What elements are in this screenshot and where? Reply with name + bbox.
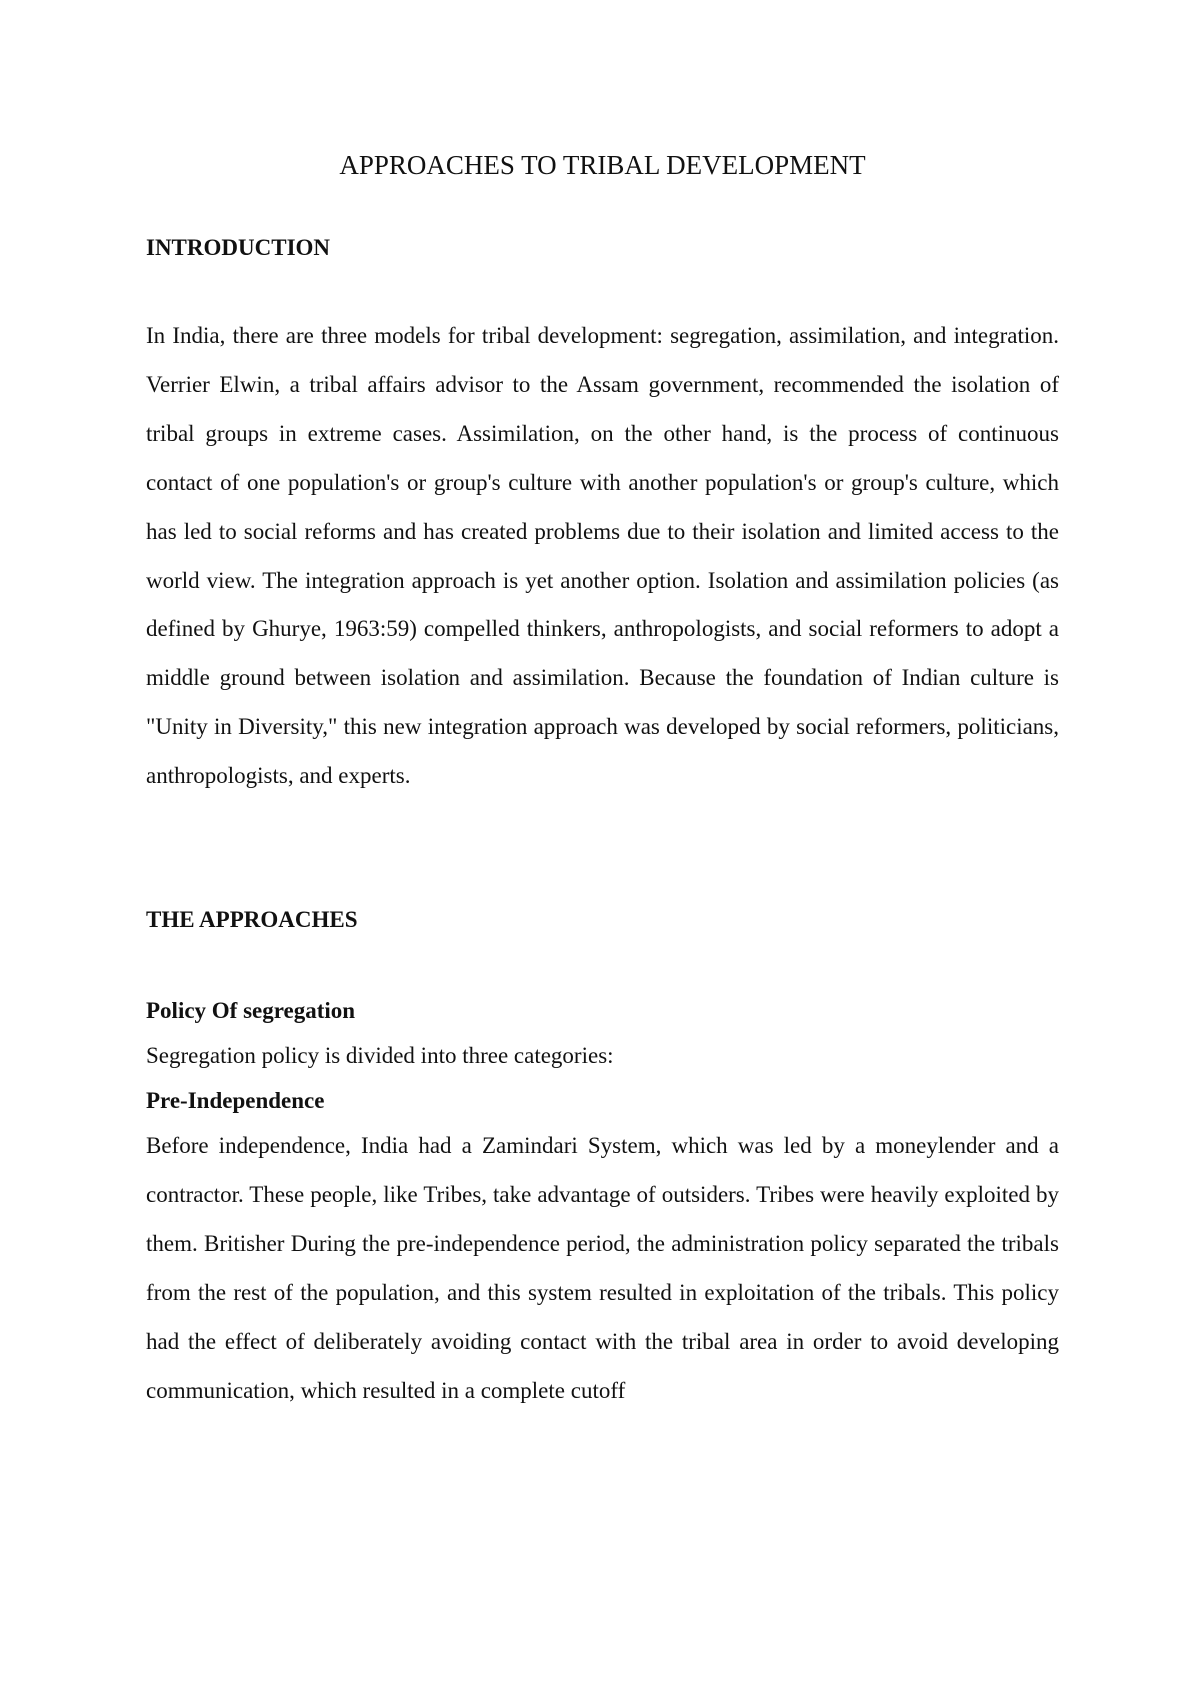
section-heading-introduction: INTRODUCTION: [146, 235, 331, 260]
section-heading-approaches: THE APPROACHES: [146, 907, 358, 932]
document-title: APPROACHES TO TRIBAL DEVELOPMENT: [339, 150, 866, 180]
introduction-paragraph: In India, there are three models for tribal development: segregation, assimilation, and integration. Verrier Elwin, a tribal affairs advisor to the Assam government, recommended the isolation of tribal groups in extreme cases. Assimilation, on the other hand, is the process of continuous contact of one population's or group's culture with another population's or group's culture, which has led to social reforms and has created problems due to their isolation and limited access to the world view. The integration approach is yet another option. Isolation and assimilation policies (as defined by Ghurye, 1963:59) compelled thinkers, anthropologists, and social reformers to adopt a middle ground between isolation and assimilation. Because the foundation of Indian culture is "Unity in Diversity," this new integration approach was developed by social reformers, politicians, anthropologists, and experts.: [146, 323, 1059, 789]
segregation-intro-line: Segregation policy is divided into three categories:: [146, 1043, 614, 1068]
pre-independence-paragraph: Before independence, India had a Zamindari System, which was led by a moneylender and a contractor. These people, like Tribes, take advantage of outsiders. Tribes were heavily exploited by them. Britisher During the pre-independence period, the administration policy separated the tribals from the rest of the population, and this system resulted in exploitation of the tribals. This policy had the effect of deliberately avoiding contact with the tribal area in order to avoid developing communication, which resulted in a complete cutoff: [146, 1133, 1059, 1403]
subheading-policy-of-segregation: Policy Of segregation: [146, 998, 356, 1023]
subheading-pre-independence: Pre-Independence: [146, 1088, 325, 1113]
